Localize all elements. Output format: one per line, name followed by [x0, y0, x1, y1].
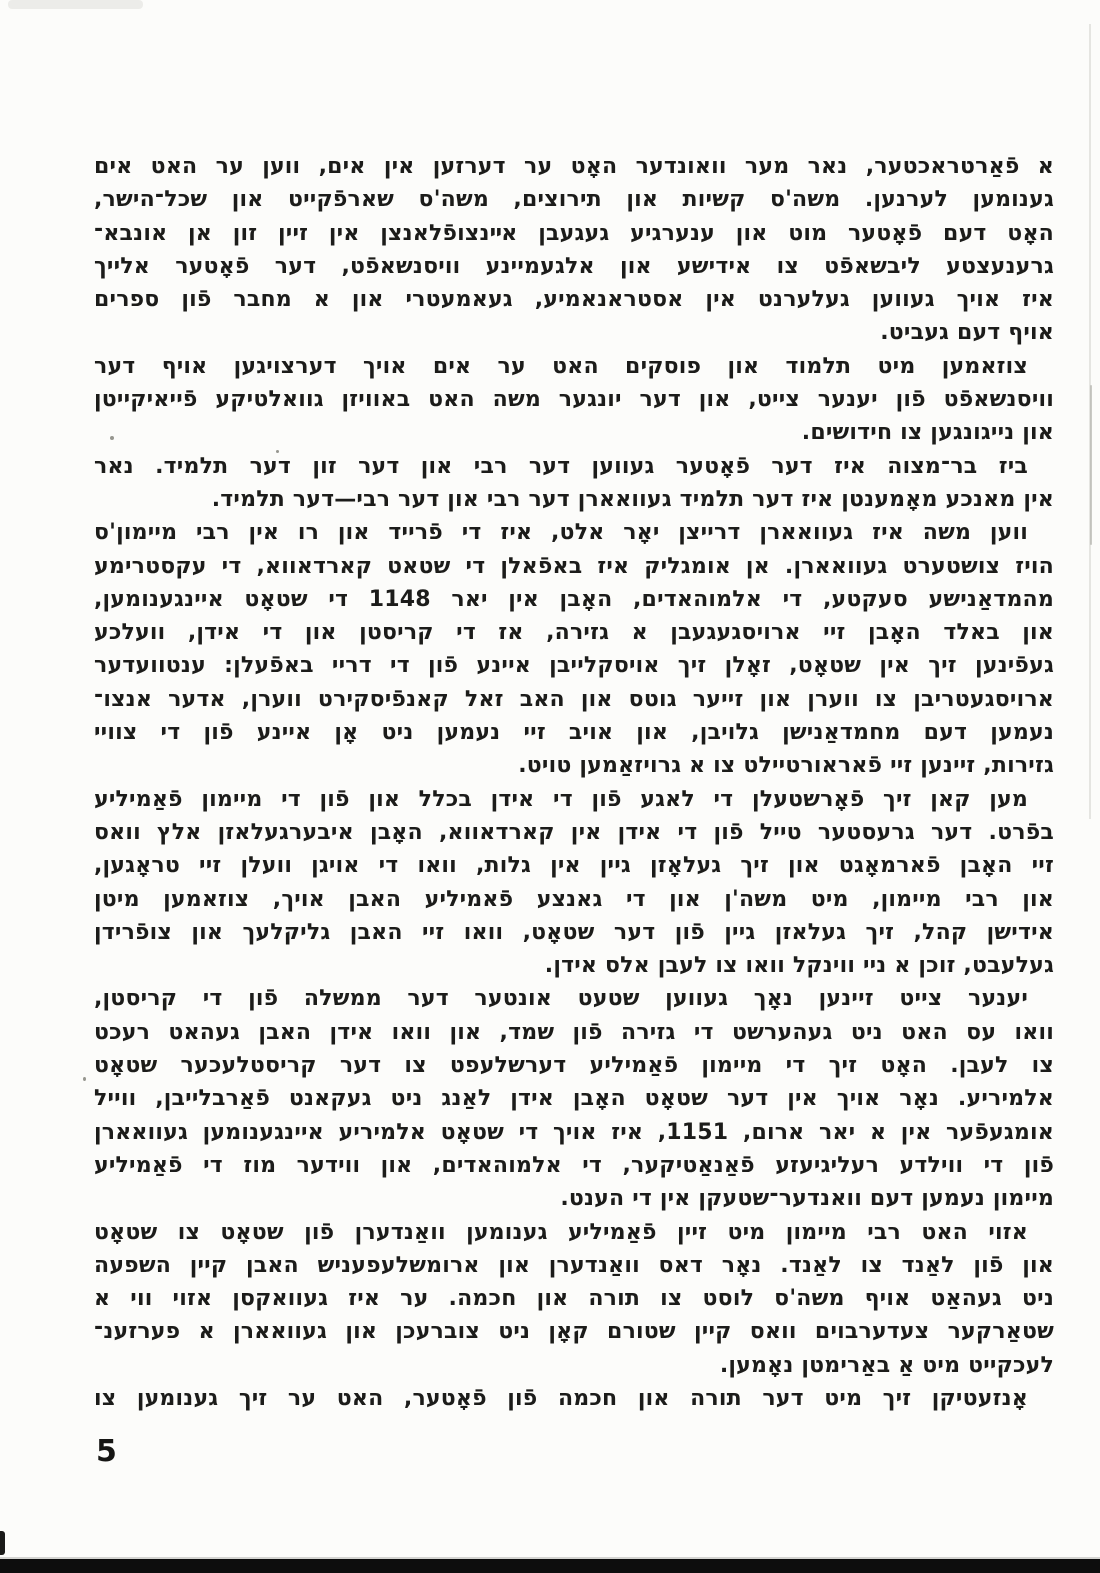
body-text	[94, 150, 1054, 1415]
text-line: אלמיריע. נאָר אויך אין דער שטאָט האָבן אידן לאַנג ניט געקאנט פֿאַרבלייבן, ווייל	[94, 1086, 1054, 1112]
text-line: צו לעבן. האָט זיך די מיימון פֿאַמיליע דערשלעפט צו דער קריסטלעכער שטאָט	[94, 1053, 1054, 1079]
scan-left-notch	[0, 1531, 5, 1555]
text-line: בפֿרט. דער גרעסטער טייל פֿון די אידן אין קארדאווא, האָבן איבערגעלאזן אלץ וואס	[94, 819, 1054, 845]
text-line: מען קאן זיך פֿאָרשטעלן די לאגע פֿון די אידן בכלל און פֿון די מיימון פֿאַמיליע	[94, 786, 1028, 812]
text-line: מהמדאַנישע סעקטע, די אלמוהאדים, האָבן אין יאר 1148 די שטאָט איינגענומען,	[94, 586, 1054, 612]
text-line: ביז בר־מצוה איז דער פֿאָטער געווען דער רבי און דער זון דער תלמיד. נאר	[94, 453, 1028, 479]
text-line: אידישן קהל, זיך געלאזן גיין פֿון דער שטאָט, וואו זיי האבן גליקלעך און צופֿרידן	[94, 919, 1054, 945]
text-line: אזוי האט רבי מיימון מיט זיין פֿאַמיליע גענומען וואַנדערן פֿון שטאָט צו שטאָט	[94, 1219, 1028, 1245]
text-line: געלעבט, זוכן א ניי ווינקל וואו צו לעבן אלס אידן.	[544, 953, 1054, 979]
text-line: גרענעצטע ליבשאפֿט צו אידישע און אלגעמיינע וויסנשאפֿט, דער פֿאָטער אלייך	[94, 253, 1054, 279]
paragraph	[94, 150, 1054, 350]
scan-smudge	[8, 0, 143, 9]
text-line: הויז צושטערט געוואארן. אן אומגליק איז באפֿאלן די שטאט קארדאווא, די עקסטרימע	[94, 553, 1054, 579]
paragraph	[94, 1216, 1054, 1382]
text-line: און רבי מיימון, מיט משה'ן און די גאנצע פֿאמיליע האבן אויך, צוזאמען מיטן	[94, 886, 1054, 912]
text-line: וויסנשאפֿט פֿון יענער צייט, און דער יונגער משה האט באוויזן גוואלטיקע פֿייאיקייטן	[94, 387, 1054, 413]
text-line: ניט געהאַט אויף משה'ס לוסט צו תורה און חכמה. ער איז געוואקסן אזוי ווי א	[94, 1286, 1054, 1312]
text-line: איז אויך געווען געלערנט אין אסטראנאמיע, געאמעטרי און א מחבר פֿון ספרים	[94, 287, 1054, 313]
scan-speck	[83, 1077, 86, 1081]
text-line: זיי האָבן פֿארמאָגט און זיך געלאָזן גיין אין גלות, וואו די אויגן וועלן זיי טראָגען,	[94, 853, 1054, 879]
text-line: מיימון נעמען דעם וואנדער־שטעקן אין די הענט.	[560, 1186, 1054, 1212]
text-line: אין מאנכע מאָמענטן איז דער תלמיד געוואארן דער רבי און דער רבי—דער תלמיד.	[211, 486, 1054, 512]
text-line: נעמען דעם מחמדאַנישן גלויבן, און אויב זיי נעמען ניט אָן איינע פֿון די צוויי	[94, 720, 1054, 746]
text-line: אָנזעטיקן זיך מיט דער תורה און חכמה פֿון פֿאָטער, האט ער זיך גענומען צו	[94, 1385, 1028, 1411]
text-line: און באלד האָבן זיי ארויסגעגעבן א גזירה, אז די קריסטן און די אידן, וועלכע	[94, 620, 1054, 646]
text-line: א פֿאַרטראכטער, נאר מער וואונדער האָט ער דערזען אין אים, ווען ער האט אים	[94, 154, 1054, 179]
text-line: און נייגונגען צו חידושים.	[801, 420, 1054, 446]
paragraph	[94, 783, 1054, 983]
text-line: וואו עס האט ניט געהערשט די גזירה פֿון שמד, און וואו אידן האבן געהאט רעכט	[94, 1019, 1054, 1045]
text-line: אומגעפֿער אין א יאר ארום, 1151, איז אויך די שטאָט אלמיריע איינגענומען געוואארן	[94, 1119, 1054, 1145]
text-line: ווען משה איז געוואארן דרייצן יאָר אלט, איז די פֿרייד און רו אין רבי מיימון'ס	[94, 520, 1028, 546]
paragraph	[94, 350, 1054, 450]
text-line: גזירות, זיינען זיי פֿאראורטיילט צו א גרויזאַמען טויט.	[518, 753, 1054, 779]
text-line: אויף דעם געביט.	[880, 320, 1054, 346]
text-line: צוזאמען מיט תלמוד און פוסקים האט ער אים אויך דערצויגען אויף דער	[94, 353, 1028, 379]
scan-bottom-bar	[0, 1559, 1100, 1573]
text-line: לעכקייט מיט אַ באַרימטן נאָמען.	[719, 1352, 1054, 1378]
text-line: ארויסגעטריבן צו ווערן און זייער גוטס און האב זאל קאנפֿיסקירט ווערן, אדער אנצו־	[94, 686, 1054, 712]
text-line: האָט דעם פֿאָטער מוט און ענערגיע געגעבן אײנצופֿלאנצן אין זיין זון אן אונבא־	[94, 220, 1054, 246]
page-number: 5	[96, 1434, 117, 1469]
text-line: שטאַרקער צעדערבוים וואס קיין שטורם קאָן ניט צוברעכן און געוואארן א פערזענ־	[94, 1319, 1054, 1345]
paragraph	[94, 516, 1054, 782]
text-line: יענער צייט זיינען נאָך געווען שטעט אונטער דער ממשלה פֿון די קריסטן,	[94, 986, 1028, 1012]
text-line: און פֿון לאַנד צו לאַנד. נאָר דאס וואַנדערן און ארומשלעפעניש האבן קיין השפעה	[94, 1252, 1054, 1278]
paragraph	[94, 450, 1054, 517]
paragraph	[94, 1382, 1054, 1415]
text-line: פֿון די ווילדע רעליגיעזע פֿאַנאַטיקער, די אלמוהאדים, און ווידער מוז די פֿאַמיליע	[94, 1152, 1054, 1178]
text-line: גענומען לערנען. משה'ס קשיות און תירוצים, משה'ס שארפֿקייט און שכל־הישר,	[94, 187, 1054, 213]
text-line: געפֿינען זיך אין שטאָט, זאָלן זיך אויסקלייבן איינע פֿון די דריי באפֿעלן: ענטוועדער	[94, 653, 1054, 679]
scan-edge-line-dark	[1090, 385, 1092, 545]
paragraph	[94, 982, 1054, 1215]
